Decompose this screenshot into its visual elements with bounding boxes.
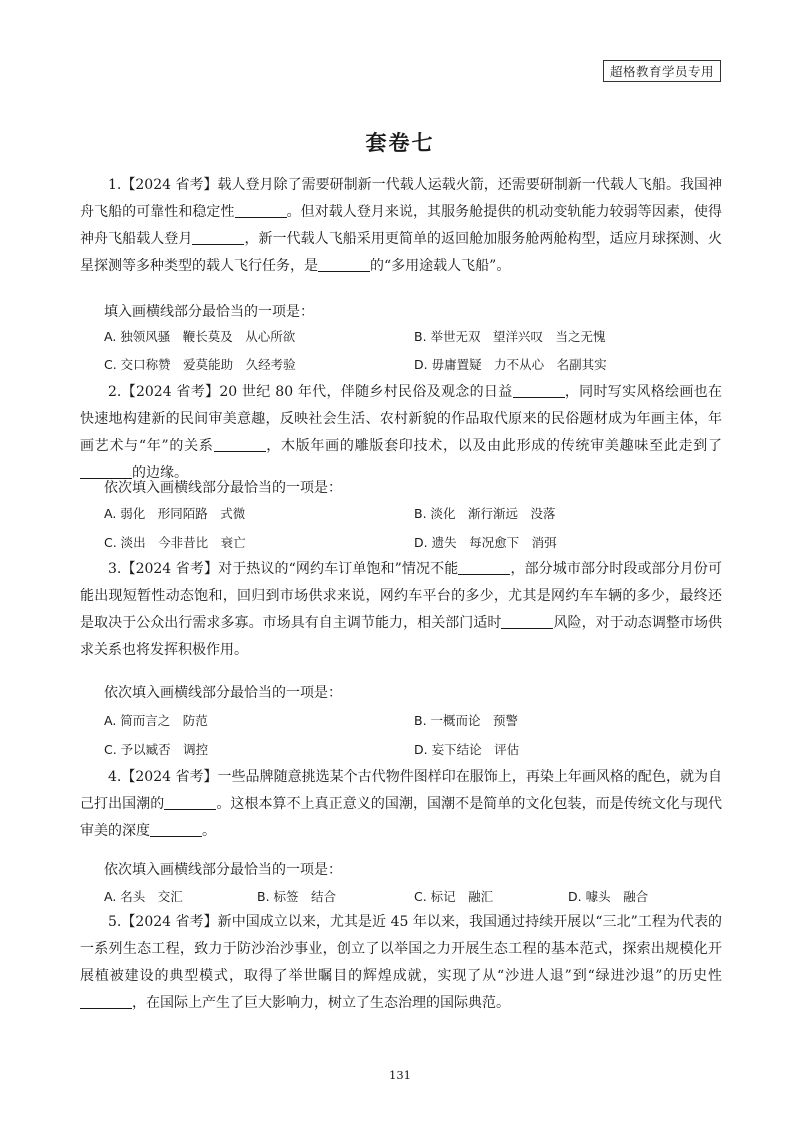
- option-a[interactable]: A. 独领风骚 鞭长莫及 从心所欲: [104, 329, 296, 344]
- option-b[interactable]: B. 淡化 渐行渐远 没落: [414, 506, 556, 521]
- option-a[interactable]: A. 弱化 形同陌路 式微: [104, 506, 246, 521]
- page-title: 套卷七: [365, 130, 435, 155]
- option-a[interactable]: A. 名头 交汇: [104, 889, 183, 904]
- question-tag: 【2024 省考】: [121, 914, 218, 930]
- question-3: 3.【2024 省考】对于热议的“网约车订单饱和”情况不能 ，部分城市部分时段或部分月份可能出现短暂性动态饱和，回归到市场供求来说，网约车平台的多少，尤其是网约车车辆的多少，最终还是取决于公众出行需求多寡。市场具有自主调节能力，相关部门适时 风险，对于动态调整市场供求关系也将发挥积极作用。: [80, 561, 723, 658]
- question-tag: 【2024 省考】: [121, 769, 218, 785]
- page-number: 131: [389, 1068, 411, 1082]
- option-b[interactable]: B. 举世无双 望洋兴叹 当之无愧: [414, 329, 606, 344]
- option-d[interactable]: D. 毋庸置疑 力不从心 名副其实: [414, 357, 607, 372]
- question-tag: 【2024 省考】: [121, 384, 220, 400]
- option-d[interactable]: D. 妄下结论 评估: [414, 742, 520, 757]
- answer-blank: [513, 383, 565, 398]
- question-prompt: 依次填入画横线部分最恰当的一项是：: [104, 862, 342, 878]
- question-number: 5.: [108, 914, 122, 930]
- answer-blank: [150, 822, 202, 837]
- option-d[interactable]: D. 噱头 融合: [568, 889, 649, 904]
- question-2: 2.【2024 省考】20 世纪 80 年代，伴随乡村民俗及观念的日益 ，同时写实风格绘画也在快速地构建新的民间审美意趣，反映社会生活、农村新貌的作品取代原来的民俗题材成为年画主体，年画艺术与“年”的关系 ，木版年画的雕版套印技术，以及由此形成的传统审美趣味至此走到了的边缘。: [80, 384, 722, 481]
- question-5: 5.【2024 省考】新中国成立以来，尤其是近 45 年以来，我国通过持续开展以“三北”工程为代表的一系列生态工程，致力于防沙治沙事业，创立了以举国之力开展生态工程的基本范式，探索出规模化开展植被建设的典型模式，取得了举世瞩目的辉煌成就，实现了从“沙进人退”到“绿进沙退”的历史性，在国际上产生了巨大影响力，树立了生态治理的国际典范。: [80, 914, 722, 1011]
- question-number: 1.: [108, 177, 122, 193]
- option-a[interactable]: A. 简而言之 防范: [104, 713, 208, 728]
- question-prompt: 填入画横线部分最恰当的一项是：: [104, 304, 314, 320]
- option-c[interactable]: C. 标记 融汇: [414, 889, 494, 904]
- header-tag: 超格教育学员专用: [603, 60, 721, 82]
- answer-blank: [235, 203, 287, 218]
- question-number: 2.: [108, 384, 122, 400]
- answer-blank: [80, 464, 132, 479]
- answer-blank: [318, 257, 370, 272]
- option-c[interactable]: C. 淡出 今非昔比 衰亡: [104, 535, 246, 550]
- question-prompt: 依次填入画横线部分最恰当的一项是：: [104, 685, 342, 701]
- option-b[interactable]: B. 标签 结合: [257, 889, 337, 904]
- option-c[interactable]: C. 予以臧否 调控: [104, 742, 209, 757]
- answer-blank: [458, 560, 510, 575]
- answer-blank: [192, 230, 244, 245]
- answer-blank: [80, 994, 132, 1009]
- question-number: 3.: [108, 561, 122, 577]
- option-d[interactable]: D. 遗失 每况愈下 消弭: [414, 535, 557, 550]
- question-prompt: 依次填入画横线部分最恰当的一项是：: [104, 480, 342, 496]
- question-4: 4.【2024 省考】一些品牌随意挑选某个古代物件图样印在服饰上，再染上年画风格的配色，就为自己打出国潮的 。这根本算不上真正意义的国潮，国潮不是简单的文化包装，而是传统文化与现代审美的深度 。: [80, 769, 723, 839]
- answer-blank: [214, 437, 266, 452]
- option-b[interactable]: B. 一概而论 预警: [414, 713, 519, 728]
- question-1: 1.【2024 省考】载人登月除了需要研制新一代载人运载火箭，还需要研制新一代载人飞船。我国神舟飞船的可靠性和稳定性 。但对载人登月来说，其服务舱提供的机动变轨能力较弱等因素，使得神舟飞船载人登月 ，新一代载人飞船采用更简单的返回舱加服务舱两舱构型，适应月球探测、火星探测等多种类型的载人飞行任务，是 的“多用途载人飞船”。: [80, 177, 723, 274]
- question-tag: 【2024 省考】: [121, 561, 219, 577]
- option-c[interactable]: C. 交口称赞 爱莫能助 久经考验: [104, 357, 296, 372]
- question-number: 4.: [108, 769, 122, 785]
- question-tag: 【2024 省考】: [121, 177, 218, 193]
- answer-blank: [501, 614, 553, 629]
- answer-blank: [164, 795, 216, 810]
